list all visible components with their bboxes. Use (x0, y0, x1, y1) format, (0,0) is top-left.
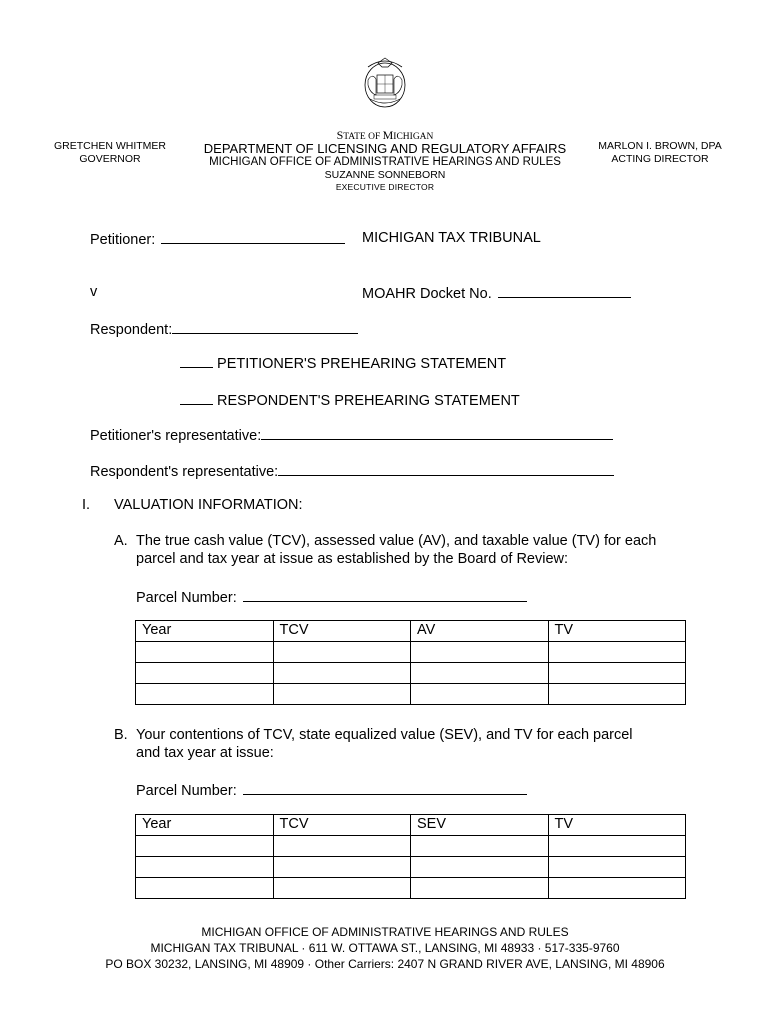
table-cell[interactable] (411, 663, 549, 684)
table-cell[interactable] (411, 836, 549, 857)
item-a-parcel-label: Parcel Number: (136, 590, 237, 606)
table-cell[interactable] (273, 663, 411, 684)
tribunal-name: MICHIGAN TAX TRIBUNAL (362, 230, 541, 246)
table-cell[interactable] (411, 642, 549, 663)
state-line-ichigan: ICHIGAN (393, 132, 434, 142)
petitioner-line (90, 229, 345, 249)
table-cell[interactable] (548, 642, 686, 663)
table-header-cell: TCV (273, 621, 411, 642)
item-b-parcel-field[interactable] (243, 780, 527, 795)
executive-director-title: EXECUTIVE DIRECTOR (335, 182, 435, 192)
respondent-rep-field[interactable] (278, 461, 614, 476)
table-row (136, 642, 686, 663)
petitioner-label: Petitioner: (90, 232, 156, 248)
item-a-letter: A. (114, 533, 128, 549)
table-cell[interactable] (273, 857, 411, 878)
table-row (136, 857, 686, 878)
item-b-text (136, 726, 706, 762)
state-line-s: S (336, 128, 344, 142)
table-cell[interactable] (136, 878, 274, 899)
table-header-cell: Year (136, 815, 274, 836)
table-cell[interactable] (273, 836, 411, 857)
petitioner-rep-field[interactable] (261, 425, 613, 440)
respondent-statement-line (180, 390, 520, 410)
table-header-row (136, 815, 686, 836)
section-heading: VALUATION INFORMATION: (114, 497, 303, 513)
table-cell[interactable] (136, 836, 274, 857)
petitioner-statement-checkbox[interactable] (180, 353, 213, 368)
respondent-rep-label: Respondent's representative: (90, 464, 279, 480)
table-cell[interactable] (548, 684, 686, 705)
table-cell[interactable] (273, 878, 411, 899)
table-header-cell: TV (548, 621, 686, 642)
table-cell[interactable] (548, 836, 686, 857)
docket-number-field[interactable] (498, 283, 631, 298)
versus: v (90, 284, 98, 300)
table-cell[interactable] (273, 684, 411, 705)
state-line-m: M (382, 128, 394, 142)
department-name: DEPARTMENT OF LICENSING AND REGULATORY AFFAIRS (203, 141, 567, 156)
table-cell[interactable] (136, 857, 274, 878)
table-row (136, 836, 686, 857)
footer-line2: MICHIGAN TAX TRIBUNAL · 611 W. OTTAWA ST., LANSING, MI 48933 · 517-335-9760 (150, 941, 620, 955)
section-numeral: I. (82, 497, 91, 513)
footer-line3: PO BOX 30232, LANSING, MI 48909 · Other Carriers: 2407 N GRAND RIVER AVE, LANSING, MI 48906 (105, 957, 665, 971)
item-b-text-line1: Your contentions of TCV, state equalized value (SEV), and TV for each parcel (136, 727, 633, 743)
docket-label: MOAHR Docket No. (362, 286, 492, 302)
respondent-line (90, 319, 358, 339)
table-header-cell: TV (548, 815, 686, 836)
office-name: MICHIGAN OFFICE OF ADMINISTRATIVE HEARINGS AND RULES (209, 156, 561, 168)
item-a-text-line2: parcel and tax year at issue as established by the Board of Review: (136, 551, 569, 567)
item-b-letter: B. (114, 727, 128, 743)
petitioner-rep-line (90, 425, 613, 445)
footer (40, 924, 730, 972)
table-cell[interactable] (136, 663, 274, 684)
table-header-cell: TCV (273, 815, 411, 836)
table-cell[interactable] (548, 857, 686, 878)
table-cell[interactable] (411, 878, 549, 899)
item-b-parcel-line (136, 780, 527, 800)
director-name: MARLON I. BROWN, DPA (598, 140, 722, 152)
governor-name: GRETCHEN WHITMER (54, 140, 166, 152)
item-a-text-line1: The true cash value (TCV), assessed value (AV), and taxable value (TV) for each (136, 533, 657, 549)
director-title: ACTING DIRECTOR (611, 153, 709, 165)
respondent-field[interactable] (172, 319, 358, 334)
table-cell[interactable] (273, 642, 411, 663)
petitioner-statement-label: PETITIONER'S PREHEARING STATEMENT (217, 356, 507, 372)
respondent-rep-line (90, 461, 614, 481)
table-cell[interactable] (548, 663, 686, 684)
governor-title: GOVERNOR (79, 153, 141, 165)
table-cell[interactable] (411, 684, 549, 705)
footer-line1: MICHIGAN OFFICE OF ADMINISTRATIVE HEARINGS AND RULES (201, 925, 569, 939)
item-b-text-line2: and tax year at issue: (136, 745, 274, 761)
governor-block (50, 140, 170, 166)
table-row (136, 684, 686, 705)
respondent-statement-checkbox[interactable] (180, 390, 213, 405)
item-b-parcel-label: Parcel Number: (136, 783, 237, 799)
respondent-label: Respondent: (90, 322, 173, 338)
table-row (136, 878, 686, 899)
table-header-cell: SEV (411, 815, 549, 836)
item-a-text (136, 532, 706, 568)
docket-line (362, 283, 631, 303)
petitioner-rep-label: Petitioner's representative: (90, 428, 262, 444)
table-cell[interactable] (548, 878, 686, 899)
state-line-tate-of: TATE OF (343, 132, 383, 142)
board-of-review-table (135, 620, 686, 705)
respondent-statement-label: RESPONDENT'S PREHEARING STATEMENT (217, 393, 520, 409)
director-block (590, 140, 730, 166)
table-cell[interactable] (136, 684, 274, 705)
item-a-parcel-field[interactable] (243, 587, 527, 602)
contentions-table (135, 814, 686, 899)
table-row (136, 663, 686, 684)
item-a-parcel-line (136, 587, 527, 607)
table-cell[interactable] (136, 642, 274, 663)
table-header-cell: AV (411, 621, 549, 642)
petitioner-statement-line (180, 353, 506, 373)
state-seal-logo (360, 55, 410, 110)
table-cell[interactable] (411, 857, 549, 878)
table-header-cell: Year (136, 621, 274, 642)
petitioner-field[interactable] (161, 229, 345, 244)
table-header-row (136, 621, 686, 642)
executive-director-name: SUZANNE SONNEBORN (324, 169, 446, 181)
